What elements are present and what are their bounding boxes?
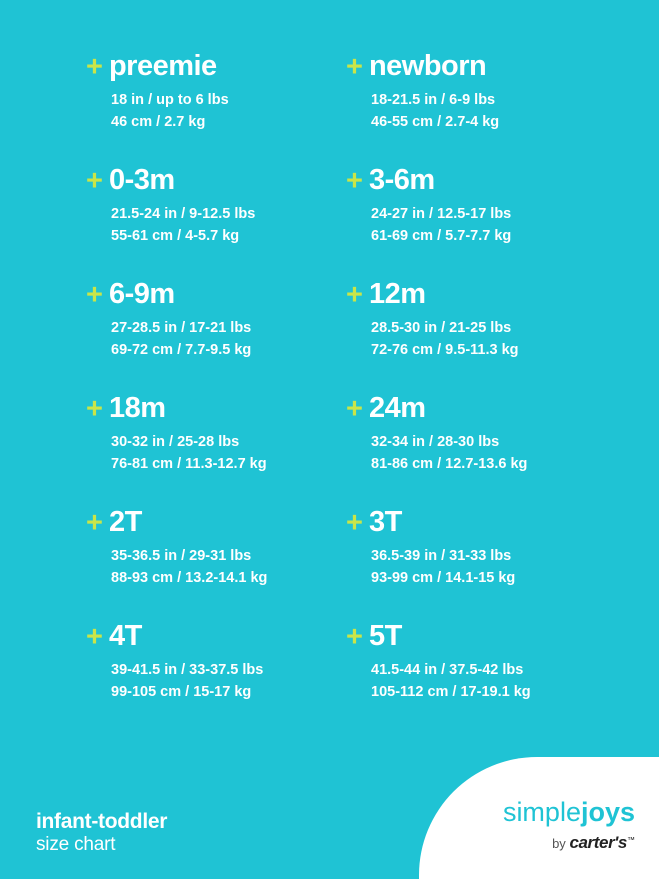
size-measurements — [86, 317, 346, 362]
size-grid — [0, 52, 659, 736]
size-cell-5t — [346, 622, 606, 736]
size-imperial: 21.5-24 in / 9-12.5 lbs — [111, 206, 256, 222]
plus-icon: + — [86, 51, 103, 83]
size-imperial: 35-36.5 in / 29-31 lbs — [111, 548, 252, 564]
size-imperial: 18-21.5 in / 6-9 lbs — [371, 92, 496, 108]
size-imperial: 30-32 in / 25-28 lbs — [111, 434, 240, 450]
page-subtitle: size chart — [36, 834, 116, 856]
size-imperial: 24-27 in / 12.5-17 lbs — [371, 206, 512, 222]
brand-by-text: by — [552, 836, 566, 851]
plus-icon: + — [86, 279, 103, 311]
size-cell-18m — [86, 394, 346, 508]
size-label: 5T — [368, 620, 402, 652]
size-metric: 46-55 cm / 2.7-4 kg — [371, 114, 500, 131]
size-cell-3t — [346, 508, 606, 622]
size-cell-preemie — [86, 52, 346, 166]
size-cell-0-3m — [86, 166, 346, 280]
plus-icon: + — [86, 507, 103, 539]
size-metric: 76-81 cm / 11.3-12.7 kg — [111, 456, 267, 473]
plus-icon: + — [346, 393, 363, 425]
size-heading — [86, 394, 346, 423]
size-measurements — [346, 545, 606, 590]
brand-word-simple: simple — [502, 797, 581, 827]
size-heading — [86, 166, 346, 195]
size-label: 3-6m — [368, 164, 435, 196]
brand-company: carter's — [569, 833, 627, 852]
size-label: 0-3m — [108, 164, 175, 196]
size-metric: 61-69 cm / 5.7-7.7 kg — [371, 228, 512, 245]
size-measurements — [346, 203, 606, 248]
size-label: 6-9m — [108, 278, 175, 310]
size-heading — [346, 394, 606, 423]
size-cell-4t — [86, 622, 346, 736]
chart-title-block — [36, 810, 167, 857]
size-cell-24m — [346, 394, 606, 508]
size-metric: 88-93 cm / 13.2-14.1 kg — [111, 570, 268, 587]
size-heading — [86, 52, 346, 81]
size-cell-newborn — [346, 52, 606, 166]
size-heading — [86, 508, 346, 537]
page-title: infant-toddler — [36, 810, 168, 834]
size-measurements — [86, 203, 346, 248]
plus-icon: + — [346, 51, 363, 83]
size-cell-2t — [86, 508, 346, 622]
size-metric: 93-99 cm / 14.1-15 kg — [371, 570, 516, 587]
size-metric: 72-76 cm / 9.5-11.3 kg — [371, 342, 519, 359]
size-measurements — [86, 659, 346, 704]
size-heading — [346, 622, 606, 651]
size-measurements — [86, 431, 346, 476]
size-label: 4T — [108, 620, 142, 652]
size-measurements — [346, 659, 606, 704]
size-metric: 105-112 cm / 17-19.1 kg — [371, 684, 531, 701]
size-label: 3T — [368, 506, 402, 538]
size-metric: 55-61 cm / 4-5.7 kg — [111, 228, 240, 245]
size-label: newborn — [368, 50, 487, 82]
size-label: 2T — [108, 506, 142, 538]
brand-word-joys: joys — [580, 797, 635, 827]
size-imperial: 39-41.5 in / 33-37.5 lbs — [111, 662, 264, 678]
brand-byline — [503, 833, 635, 853]
size-measurements — [86, 89, 346, 134]
size-imperial: 41.5-44 in / 37.5-42 lbs — [371, 662, 524, 678]
plus-icon: + — [86, 165, 103, 197]
size-imperial: 32-34 in / 28-30 lbs — [371, 434, 500, 450]
plus-icon: + — [86, 393, 103, 425]
size-imperial: 18 in / up to 6 lbs — [111, 92, 229, 108]
plus-icon: + — [346, 621, 363, 653]
size-cell-6-9m — [86, 280, 346, 394]
size-measurements — [86, 545, 346, 590]
size-heading — [346, 508, 606, 537]
size-metric: 81-86 cm / 12.7-13.6 kg — [371, 456, 528, 473]
size-imperial: 36.5-39 in / 31-33 lbs — [371, 548, 512, 564]
size-cell-12m — [346, 280, 606, 394]
size-heading — [86, 280, 346, 309]
size-label: preemie — [108, 50, 217, 82]
size-measurements — [346, 89, 606, 134]
footer — [0, 759, 659, 879]
plus-icon: + — [346, 165, 363, 197]
brand-block — [419, 757, 659, 879]
size-imperial: 28.5-30 in / 21-25 lbs — [371, 320, 512, 336]
size-heading — [346, 280, 606, 309]
trademark-icon: ™ — [627, 835, 635, 845]
size-measurements — [346, 317, 606, 362]
size-heading — [86, 622, 346, 651]
size-measurements — [346, 431, 606, 476]
size-heading — [346, 166, 606, 195]
size-heading — [346, 52, 606, 81]
size-cell-3-6m — [346, 166, 606, 280]
plus-icon: + — [346, 279, 363, 311]
size-label: 24m — [368, 392, 426, 424]
size-imperial: 27-28.5 in / 17-21 lbs — [111, 320, 252, 336]
plus-icon: + — [346, 507, 363, 539]
brand-wordmark — [503, 799, 635, 826]
size-metric: 99-105 cm / 15-17 kg — [111, 684, 252, 701]
size-label: 18m — [108, 392, 166, 424]
size-metric: 69-72 cm / 7.7-9.5 kg — [111, 342, 252, 359]
size-label: 12m — [368, 278, 426, 310]
brand-logo — [503, 799, 635, 853]
plus-icon: + — [86, 621, 103, 653]
size-metric: 46 cm / 2.7 kg — [111, 114, 206, 131]
